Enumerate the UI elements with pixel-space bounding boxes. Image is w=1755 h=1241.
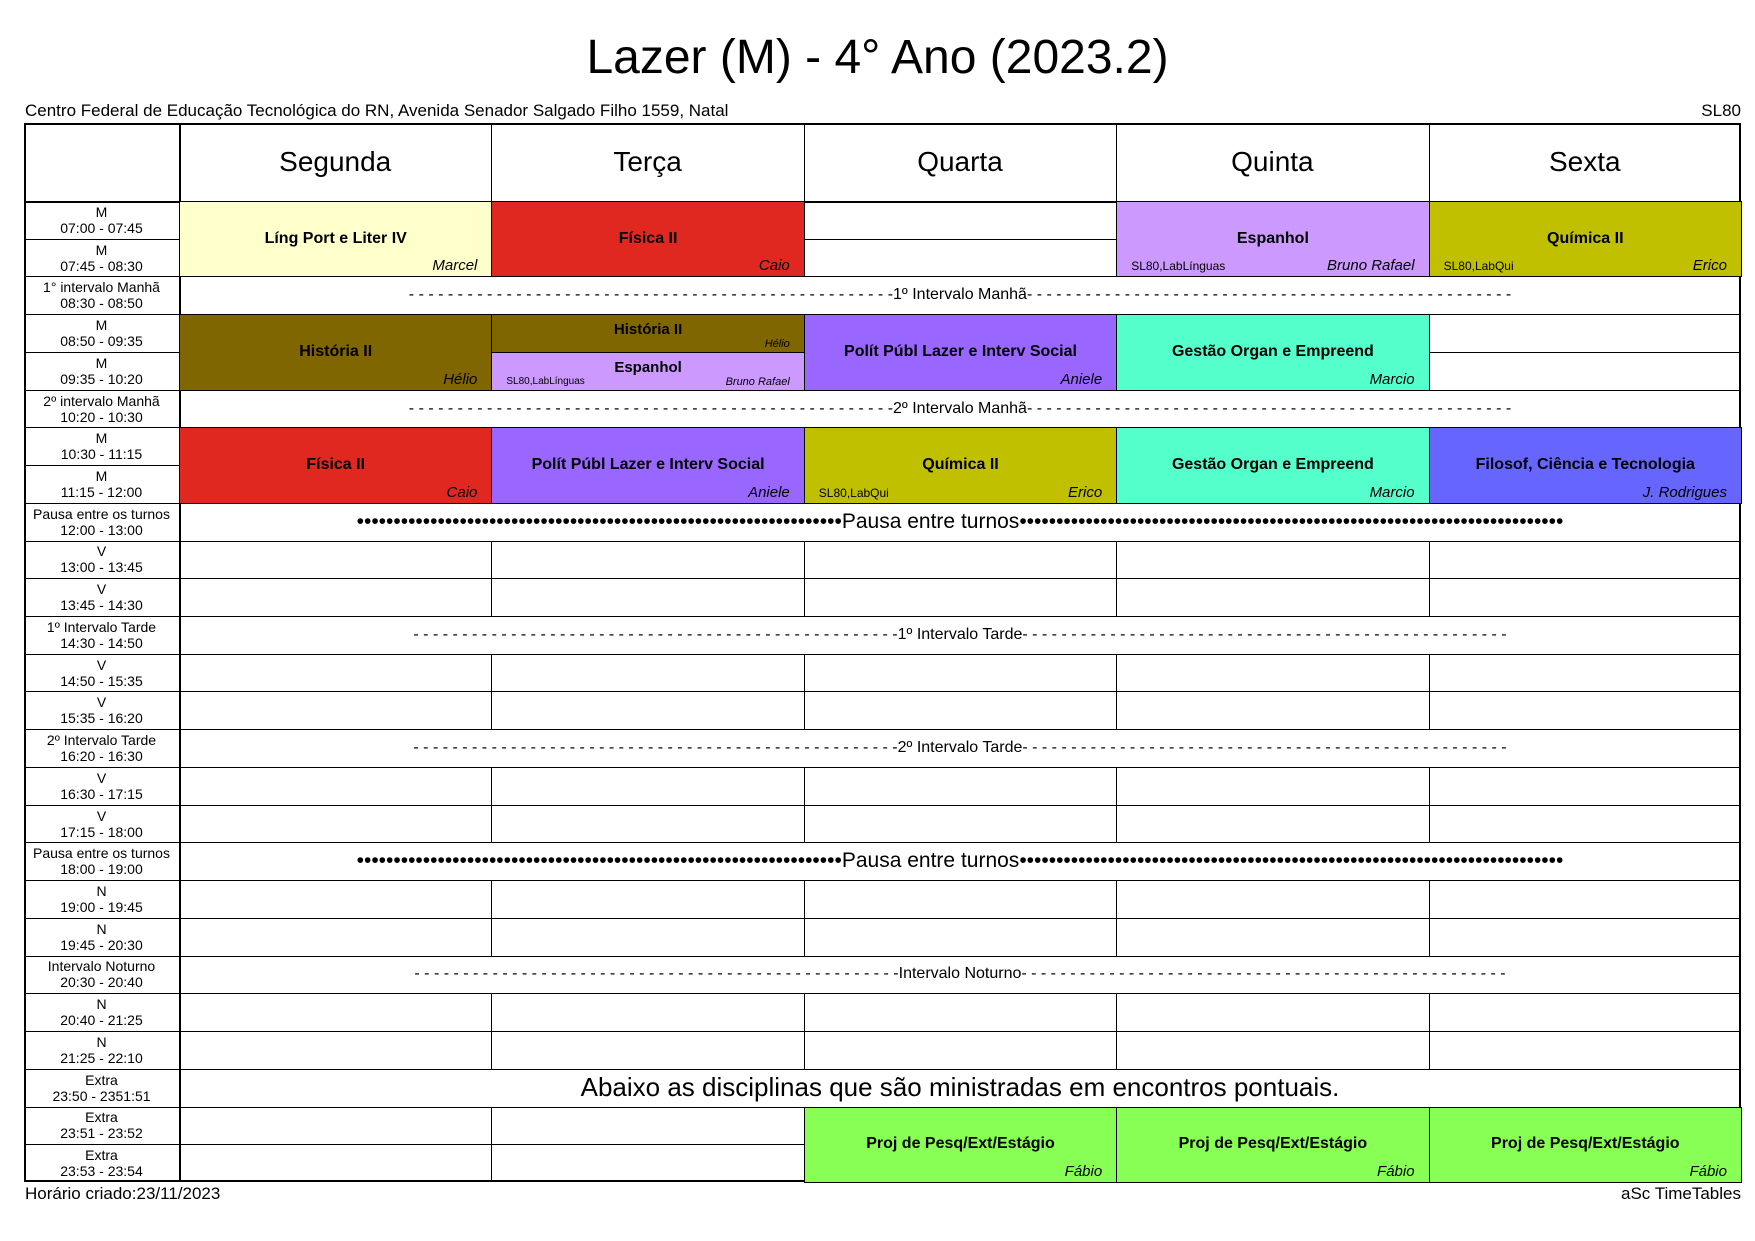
period-label	[24, 767, 179, 805]
lesson-cell[interactable]	[179, 314, 492, 390]
break-filler: ••••••••••••••••••••••••••••••••••••••••••••••••••••••••••••••••••	[356, 849, 842, 873]
grid-col-line	[804, 993, 805, 1031]
period-name: M	[95, 241, 108, 258]
grid-row-line	[24, 691, 1741, 692]
lesson-teacher: Hélio	[764, 337, 790, 350]
period-label	[24, 503, 179, 541]
day-header-segunda: Segunda	[279, 146, 392, 177]
grid-col-line	[1116, 805, 1117, 843]
lesson-teacher: Caio	[446, 483, 478, 501]
break-label: Abaixo as disciplinas que são ministradas em encontros pontuais.	[580, 1072, 1340, 1103]
grid-col-line	[804, 767, 805, 805]
period-label	[24, 1107, 179, 1145]
grid-col-line	[804, 691, 805, 729]
break-filler: - - - - - - - - - - - - - - - - - - - - - - - - - - - - - - - - - - - - - - - - - - - - - - - - - -	[408, 399, 894, 417]
lesson-teacher: Hélio	[443, 370, 478, 388]
lesson-room: SL80,LabQui	[1443, 259, 1514, 274]
period-name: V	[96, 543, 107, 560]
lesson-cell[interactable]	[1429, 427, 1742, 503]
lesson-cell[interactable]	[179, 201, 492, 277]
period-name: M	[95, 354, 108, 371]
break-label: 1º Intervalo Manhã	[893, 286, 1027, 304]
period-time: 13:45 - 14:30	[60, 597, 143, 614]
grid-row-line	[24, 1031, 1741, 1032]
grid-col-line	[1429, 805, 1430, 843]
day-header-quinta: Quinta	[1231, 146, 1314, 177]
lesson-room: SL80,LabLínguas	[506, 375, 585, 387]
lesson-cell[interactable]	[1116, 201, 1429, 277]
lesson-cell[interactable]	[1116, 314, 1429, 390]
period-label	[24, 1144, 179, 1182]
lesson-subject: Polít Públ Lazer e Interv Social	[531, 456, 765, 474]
lesson-teacher: Fábio	[1689, 1162, 1727, 1180]
period-name: Intervalo Noturno	[47, 958, 156, 975]
lesson-subject: Líng Port e Liter IV	[264, 229, 407, 247]
lesson-subject: História II	[613, 321, 683, 339]
break-label: Intervalo Noturno	[898, 965, 1022, 983]
grid-col-line	[491, 767, 492, 805]
lesson-subject: Química II	[922, 456, 999, 474]
grid-col-line	[1116, 767, 1117, 805]
grid-col-line	[1116, 1031, 1117, 1069]
grid-col-line	[491, 918, 492, 956]
period-time: 14:50 - 15:35	[60, 672, 143, 689]
period-time: 23:51 - 23:52	[60, 1125, 143, 1142]
lesson-cell[interactable]	[491, 352, 804, 391]
period-time: 10:20 - 10:30	[60, 408, 143, 425]
grid-col-line	[804, 654, 805, 692]
page-title: Lazer (M) - 4° Ano (2023.2)	[586, 31, 1169, 84]
grid-row-line	[24, 654, 1741, 655]
grid-col-line	[491, 1107, 492, 1145]
break-filler: ••••••••••••••••••••••••••••••••••••••••••••••••••••••••••••••••••••••••••	[1019, 849, 1564, 873]
lesson-teacher: Bruno Rafael	[725, 375, 790, 388]
period-time: 20:40 - 21:25	[60, 1012, 143, 1029]
period-label	[24, 956, 179, 994]
period-time: 21:25 - 22:10	[60, 1049, 143, 1066]
period-name: Extra	[85, 1109, 118, 1126]
grid-row-line	[24, 767, 1741, 768]
lesson-teacher: Marcio	[1369, 483, 1415, 501]
institution-address: Centro Federal de Educação Tecnológica do RN, Avenida Senador Salgado Filho 1559, Natal	[25, 101, 729, 120]
day-header-quarta: Quarta	[917, 146, 1003, 177]
grid-col-line	[491, 993, 492, 1031]
grid-col-line	[491, 578, 492, 616]
grid-col-line	[491, 1031, 492, 1069]
break-row	[179, 729, 1741, 767]
break-filler: - - - - - - - - - - - - - - - - - - - - - - - - - - - - - - - - - - - - - - - - - - - - - - - - - -	[1026, 399, 1512, 417]
lesson-teacher: Caio	[758, 257, 790, 275]
break-label: Pausa entre turnos	[841, 509, 1020, 533]
break-row	[179, 390, 1741, 428]
grid-row-line	[24, 918, 1741, 919]
grid-col-line	[1116, 993, 1117, 1031]
period-time: 20:30 - 20:40	[60, 974, 143, 991]
room-code: SL80	[1701, 101, 1741, 120]
period-label	[24, 314, 179, 352]
lesson-subject: Filosof, Ciência e Tecnologia	[1475, 456, 1695, 474]
lesson-teacher: Erico	[1692, 257, 1727, 275]
grid-col-line	[1116, 541, 1117, 579]
grid-col-line	[491, 654, 492, 692]
break-filler: - - - - - - - - - - - - - - - - - - - - - - - - - - - - - - - - - - - - - - - - - - - - - - - - - -	[413, 625, 898, 643]
lesson-room: SL80,LabQui	[818, 485, 889, 500]
period-name: Pausa entre os turnos	[33, 505, 170, 522]
period-time: 07:00 - 07:45	[60, 219, 143, 236]
break-filler: - - - - - - - - - - - - - - - - - - - - - - - - - - - - - - - - - - - - - - - - - - - - - - - - - -	[1022, 739, 1507, 757]
period-label	[24, 1031, 179, 1069]
period-time: 23:50 - 2351:51	[52, 1087, 151, 1104]
break-label: Pausa entre turnos	[841, 849, 1020, 873]
grid-col-line	[804, 541, 805, 579]
lesson-cell[interactable]	[179, 427, 492, 503]
lesson-subject: Química II	[1547, 229, 1624, 247]
lesson-subject: Proj de Pesq/Ext/Estágio	[1491, 1135, 1680, 1153]
period-time: 19:45 - 20:30	[60, 936, 143, 953]
grid-col-line	[1116, 918, 1117, 956]
period-name: 1° intervalo Manhã	[43, 279, 160, 296]
break-filler: ••••••••••••••••••••••••••••••••••••••••••••••••••••••••••••••••••	[356, 509, 842, 533]
break-row	[179, 956, 1741, 994]
period-name: M	[95, 467, 108, 484]
lesson-teacher: Fábio	[1064, 1162, 1103, 1180]
created-date: Horário criado:23/11/2023	[25, 1184, 221, 1203]
grid-row-line	[24, 993, 1741, 994]
period-name: 2º intervalo Manhã	[43, 392, 160, 409]
period-name: Pausa entre os turnos	[33, 845, 170, 862]
break-filler: - - - - - - - - - - - - - - - - - - - - - - - - - - - - - - - - - - - - - - - - - - - - - - - - - -	[1022, 625, 1507, 643]
grid-col-line	[1429, 767, 1430, 805]
day-header-sexta: Sexta	[1548, 146, 1621, 177]
day-header-terça: Terça	[613, 146, 682, 177]
lesson-cell[interactable]	[491, 314, 804, 353]
lesson-subject: Física II	[306, 456, 366, 474]
lesson-cell[interactable]	[491, 427, 804, 503]
period-name: Extra	[85, 1071, 118, 1088]
lesson-subject: Proj de Pesq/Ext/Estágio	[1178, 1135, 1368, 1153]
lesson-cell[interactable]	[804, 427, 1117, 503]
period-label	[24, 616, 179, 654]
period-label	[24, 465, 179, 503]
period-label	[24, 691, 179, 729]
period-label	[24, 390, 179, 428]
period-label	[24, 578, 179, 616]
lesson-teacher: J. Rodrigues	[1642, 483, 1727, 501]
break-filler: ••••••••••••••••••••••••••••••••••••••••••••••••••••••••••••••••••••••••••	[1019, 509, 1564, 533]
break-label: 2º Intervalo Manhã	[893, 399, 1027, 417]
period-time: 08:30 - 08:50	[60, 295, 143, 312]
grid-row-line	[24, 805, 1741, 806]
grid-col-line	[1116, 691, 1117, 729]
period-label	[24, 427, 179, 465]
period-time: 18:00 - 19:00	[60, 861, 143, 878]
period-name: V	[96, 581, 107, 598]
grid-col-line	[491, 541, 492, 579]
period-label	[24, 654, 179, 692]
grid-col-line	[1429, 918, 1430, 956]
period-label	[24, 918, 179, 956]
grid-col-line	[1429, 578, 1430, 616]
grid-col-line	[1116, 578, 1117, 616]
break-label: 2º Intervalo Tarde	[897, 739, 1023, 757]
lesson-teacher: Marcio	[1369, 370, 1415, 388]
lesson-cell[interactable]	[804, 1107, 1117, 1183]
period-name: Extra	[85, 1147, 118, 1164]
period-label	[24, 239, 179, 277]
lesson-subject: Polít Públ Lazer e Interv Social	[844, 342, 1077, 360]
period-name: V	[96, 656, 107, 673]
lesson-teacher: Fábio	[1377, 1162, 1415, 1180]
period-time: 17:15 - 18:00	[60, 823, 143, 840]
lesson-subject: Gestão Organ e Empreend	[1171, 342, 1374, 360]
period-label	[24, 805, 179, 843]
period-name: V	[96, 694, 107, 711]
period-label	[24, 276, 179, 314]
lesson-subject: Espanhol	[1236, 229, 1309, 247]
period-time: 15:35 - 16:20	[60, 710, 143, 727]
lesson-teacher: Aniele	[748, 483, 790, 501]
lesson-room: SL80,LabLínguas	[1131, 259, 1226, 274]
lesson-teacher: Erico	[1068, 483, 1103, 501]
break-filler: - - - - - - - - - - - - - - - - - - - - - - - - - - - - - - - - - - - - - - - - - - - - - - - - - -	[413, 739, 898, 757]
grid-col-line	[1429, 541, 1430, 579]
lesson-subject: Física II	[618, 229, 678, 247]
period-name: N	[96, 920, 107, 937]
period-label	[24, 729, 179, 767]
grid-col-line	[1429, 654, 1430, 692]
period-name: V	[96, 807, 107, 824]
break-filler: - - - - - - - - - - - - - - - - - - - - - - - - - - - - - - - - - - - - - - - - - - - - - - - - - -	[1021, 965, 1506, 983]
lesson-subject: História II	[299, 342, 373, 360]
grid-col-line	[1429, 691, 1430, 729]
period-name: 2º Intervalo Tarde	[46, 732, 157, 749]
lesson-cell[interactable]	[491, 201, 804, 277]
timetable-grid	[24, 123, 1741, 1182]
grid-col-line	[491, 880, 492, 918]
period-label	[24, 201, 179, 239]
period-time: 23:53 - 23:54	[60, 1163, 143, 1180]
lesson-cell[interactable]	[1429, 201, 1742, 277]
period-time: 08:50 - 09:35	[60, 333, 143, 350]
grid-col-line	[491, 691, 492, 729]
lesson-teacher: Marcel	[432, 257, 478, 275]
lesson-subject: Proj de Pesq/Ext/Estágio	[866, 1135, 1055, 1153]
grid-col-line	[1429, 993, 1430, 1031]
break-filler: - - - - - - - - - - - - - - - - - - - - - - - - - - - - - - - - - - - - - - - - - - - - - - - - - -	[408, 286, 894, 304]
grid-col-line	[804, 880, 805, 918]
lesson-cell[interactable]	[804, 314, 1117, 390]
period-time: 16:20 - 16:30	[60, 748, 143, 765]
grid-col-line	[1429, 1031, 1430, 1069]
grid-row-line	[24, 578, 1741, 579]
period-time: 11:15 - 12:00	[60, 483, 143, 500]
grid-row-line	[24, 880, 1741, 881]
break-label: 1º Intervalo Tarde	[897, 625, 1023, 643]
period-name: M	[95, 430, 108, 447]
period-name: N	[96, 882, 107, 899]
period-label	[24, 842, 179, 880]
grid-col-line	[1116, 654, 1117, 692]
lesson-subject: Espanhol	[614, 358, 682, 376]
period-name: V	[96, 769, 107, 786]
period-time: 14:30 - 14:50	[60, 634, 143, 651]
period-name: N	[96, 996, 107, 1013]
lesson-teacher: Aniele	[1060, 370, 1103, 388]
lesson-teacher: Bruno Rafael	[1327, 257, 1415, 275]
grid-col-line	[804, 578, 805, 616]
period-time: 16:30 - 17:15	[60, 785, 143, 802]
period-name: M	[95, 203, 108, 220]
period-label	[24, 880, 179, 918]
period-time: 09:35 - 10:20	[60, 370, 143, 387]
period-label	[24, 993, 179, 1031]
break-filler: - - - - - - - - - - - - - - - - - - - - - - - - - - - - - - - - - - - - - - - - - - - - - - - - - -	[414, 965, 899, 983]
period-label	[24, 541, 179, 579]
grid-col-line	[1429, 880, 1430, 918]
period-label	[24, 352, 179, 390]
period-name: 1º Intervalo Tarde	[46, 618, 157, 635]
break-filler: - - - - - - - - - - - - - - - - - - - - - - - - - - - - - - - - - - - - - - - - - - - - - - - - - -	[1026, 286, 1512, 304]
grid-col-line	[491, 1144, 492, 1182]
period-time: 19:00 - 19:45	[60, 898, 143, 915]
period-name: M	[95, 317, 108, 334]
lesson-cell[interactable]	[1116, 427, 1429, 503]
period-time: 13:00 - 13:45	[60, 559, 143, 576]
period-label	[24, 1069, 179, 1107]
grid-col-line	[804, 805, 805, 843]
break-row	[179, 1069, 1741, 1107]
break-row	[179, 503, 1741, 541]
break-row	[179, 842, 1741, 880]
grid-row-line	[24, 541, 1741, 542]
period-name: N	[96, 1033, 107, 1050]
lesson-subject: Gestão Organ e Empreend	[1171, 456, 1374, 474]
period-time: 10:30 - 11:15	[60, 446, 143, 463]
grid-col-line	[804, 1031, 805, 1069]
grid-col-line	[804, 918, 805, 956]
period-time: 07:45 - 08:30	[60, 257, 143, 274]
break-row	[179, 616, 1741, 654]
grid-col-line	[1116, 880, 1117, 918]
grid-col-line	[491, 805, 492, 843]
lesson-cell[interactable]	[1429, 1107, 1742, 1183]
lesson-cell[interactable]	[1116, 1107, 1429, 1183]
software-credit: aSc TimeTables	[1621, 1184, 1741, 1203]
break-row	[179, 276, 1741, 314]
period-time: 12:00 - 13:00	[60, 521, 143, 538]
